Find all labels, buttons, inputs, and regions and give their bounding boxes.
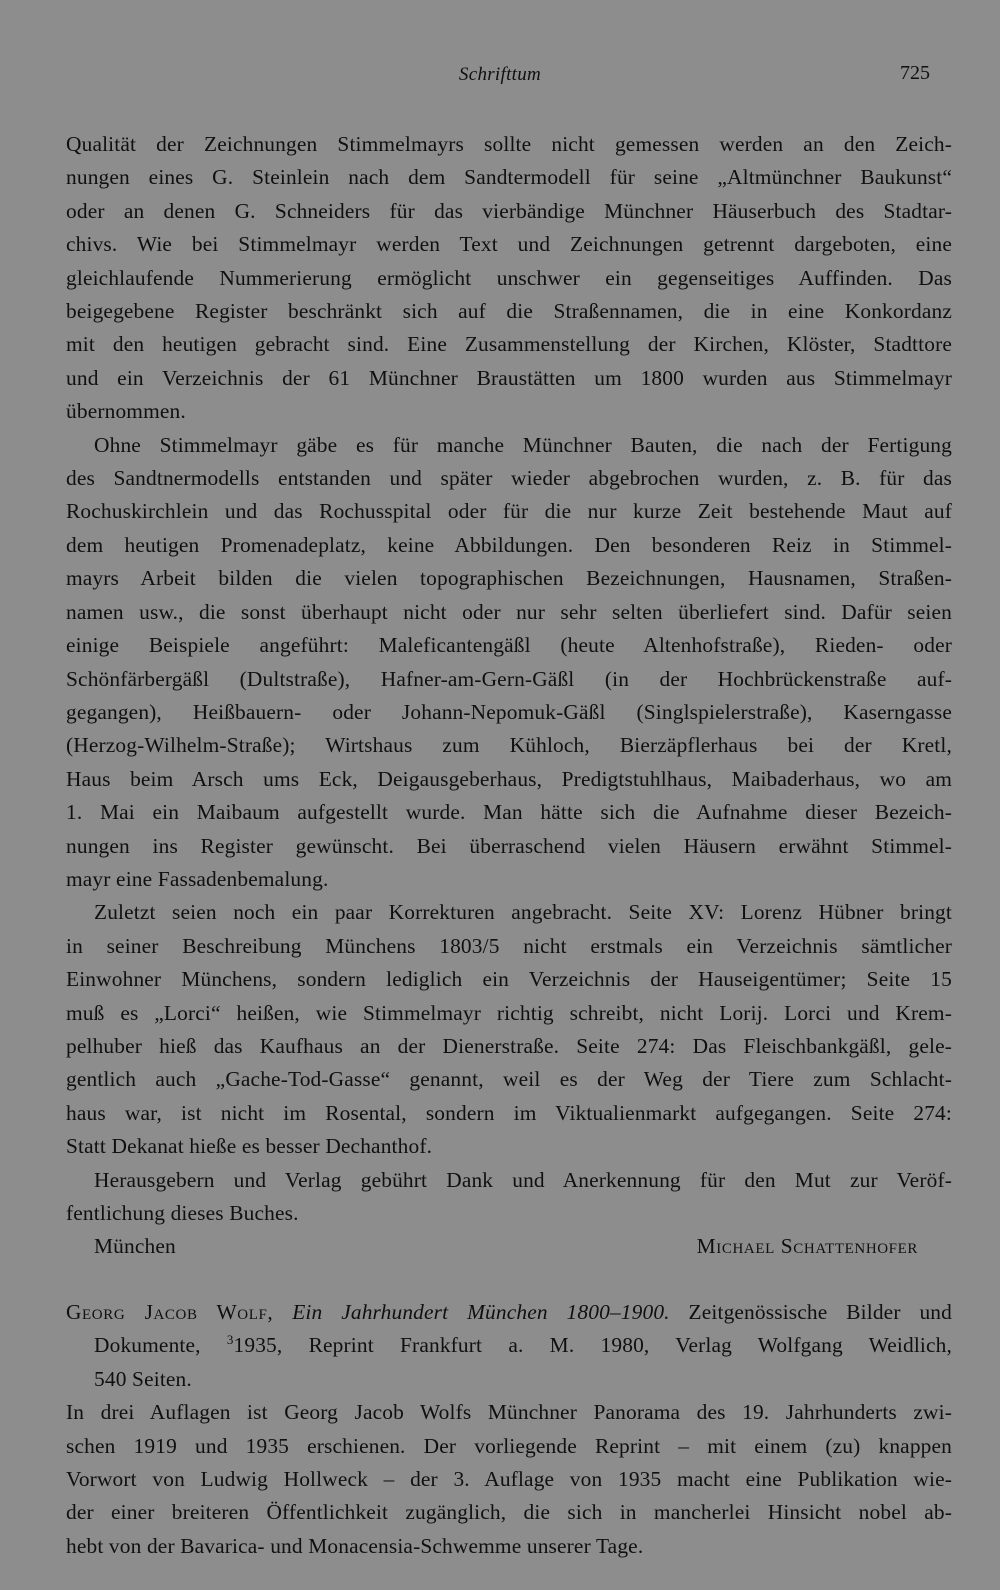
text-line: der einer breiteren Öffentlichkeit zugänglich, die sich in mancherlei Hinsicht nobel ab- — [66, 1500, 952, 1525]
text-line: muß es „Lorci“ heißen, wie Stimmelmayr richtig schreibt, nicht Lorij. Lorci und Krem- — [66, 1000, 952, 1025]
text-line: chivs. Wie bei Stimmelmayr werden Text und Zeichnungen getrennt dargeboten, eine — [66, 232, 952, 257]
citation-line: 540 Seiten. — [94, 1366, 192, 1391]
text-line: oder an denen G. Schneiders für das vierbändige Münchner Häuserbuch des Stadtar- — [66, 198, 952, 223]
place-name: München — [94, 1234, 176, 1259]
paragraph-2 — [66, 429, 952, 897]
text-line: namen usw., die sonst überhaupt nicht oder nur sehr selten überliefert sind. Dafür seien — [66, 599, 952, 624]
review-body-1 — [66, 128, 952, 1264]
running-head: Schrifttum — [458, 64, 542, 85]
citation-line — [66, 1296, 952, 1329]
review-body-2 — [66, 1296, 952, 1563]
text-line: des Sandtnermodells entstanden und später wieder abgebrochen wurden, z. B. für das — [66, 466, 952, 491]
text-line: nungen eines G. Steinlein nach dem Sandtermodell für seine „Altmünchner Baukunst“ — [66, 165, 952, 190]
text-line: und ein Verzeichnis der 61 Münchner Braustätten um 1800 wurden aus Stimmelmayr — [66, 365, 952, 390]
book-citation — [66, 1296, 952, 1396]
text-line: Statt Dekanat hieße es besser Dechanthof. — [66, 1134, 433, 1159]
text-line: hebt von der Bavarica- und Monacensia-Schwemme unserer Tage. — [66, 1533, 644, 1558]
text-line: gleichlaufende Nummerierung ermöglicht unschwer ein gegenseitiges Auffinden. Das — [66, 265, 952, 290]
paragraph-3 — [66, 896, 952, 1163]
citation-title: Ein Jahrhundert München 1800–1900. — [292, 1300, 670, 1324]
text-line: nungen ins Register gewünscht. Bei überraschend vielen Häusern erwähnt Stimmel- — [66, 833, 952, 858]
reviewer-name: Michael Schattenhofer — [696, 1234, 918, 1259]
signature-row — [66, 1230, 952, 1263]
text-line: einige Beispiele angeführt: Maleficantengäßl (heute Altenhofstraße), Rieden- oder — [66, 633, 952, 658]
text-line: 1. Mai ein Maibaum aufgestellt wurde. Man hätte sich die Aufnahme dieser Bezeich- — [66, 800, 952, 825]
text-line: fentlichung dieses Buches. — [66, 1201, 299, 1225]
text-line: Zuletzt seien noch ein paar Korrekturen angebracht. Seite XV: Lorenz Hübner bringt — [94, 900, 952, 925]
paragraph-4 — [66, 1164, 952, 1231]
citation-text: Dokumente, — [94, 1333, 227, 1358]
text-line: in seiner Beschreibung Münchens 1803/5 nicht erstmals ein Verzeichnis sämtlicher — [66, 933, 952, 958]
text-line: Herausgebern und Verlag gebührt Dank und Anerkennung für den Mut zur Veröf- — [94, 1167, 952, 1192]
text-line: (Herzog-Wilhelm-Straße); Wirtshaus zum Kühloch, Bierzäpflerhaus bei der Kretl, — [66, 733, 952, 758]
text-line: beigegebene Register beschränkt sich auf die Straßennamen, die in eine Konkordanz — [66, 299, 952, 324]
text-line: gentlich auch „Gache-Tod-Gasse“ genannt, weil es der Weg der Tiere zum Schlacht- — [66, 1067, 952, 1092]
text-line: schen 1919 und 1935 erschienen. Der vorliegende Reprint – mit einem (zu) knappen — [66, 1433, 952, 1458]
text-line: Rochuskirchlein und das Rochusspital oder für die nur kurze Zeit bestehende Maut auf — [66, 499, 952, 524]
edition-superscript: 3 — [226, 1332, 234, 1348]
citation-line — [66, 1329, 952, 1362]
text-line: übernommen. — [66, 399, 186, 424]
text-line: Ohne Stimmelmayr gäbe es für manche Münchner Bauten, die nach der Fertigung — [94, 432, 952, 457]
citation-text: 1935, Reprint Frankfurt a. M. 1980, Verlag Wolfgang Weidlich, — [233, 1333, 952, 1358]
text-line: mayrs Arbeit bilden die vielen topographischen Bezeichnungen, Hausnamen, Straßen- — [66, 566, 952, 591]
text-line: gegangen), Heißbauern- oder Johann-Nepomuk-Gäßl (Singlspielerstraße), Kaserngasse — [66, 699, 952, 724]
text-line: Qualität der Zeichnungen Stimmelmayrs sollte nicht gemessen werden an den Zeich- — [66, 132, 952, 156]
paragraph-1 — [66, 128, 952, 429]
text-line: Einwohner Münchens, sondern lediglich ein Verzeichnis der Hauseigentümer; Seite 15 — [66, 967, 952, 992]
text-line: Vorwort von Ludwig Hollweck – der 3. Auflage von 1935 macht eine Publikation wie- — [66, 1467, 952, 1492]
citation-author: Georg Jacob Wolf, — [66, 1300, 274, 1324]
paragraph-5 — [66, 1396, 952, 1563]
page-number: 725 — [900, 62, 930, 84]
text-line: In drei Auflagen ist Georg Jacob Wolfs Münchner Panorama des 19. Jahrhunderts zwi- — [66, 1400, 952, 1425]
text-line: Haus beim Arsch ums Eck, Deigausgeberhaus, Predigtstuhlhaus, Maibaderhaus, wo am — [66, 766, 952, 791]
text-line: dem heutigen Promenadeplatz, keine Abbildungen. Den besonderen Reiz in Stimmel- — [66, 532, 952, 557]
text-line: pelhuber hieß das Kaufhaus an der Dienerstraße. Seite 274: Das Fleischbankgäßl, gele- — [66, 1033, 952, 1058]
citation-subtitle: Zeitgenössische Bilder und — [669, 1300, 952, 1324]
text-line: mayr eine Fassadenbemalung. — [66, 866, 329, 891]
text-line: mit den heutigen gebracht sind. Eine Zusammenstellung der Kirchen, Klöster, Stadttore — [66, 332, 952, 357]
text-line: haus war, ist nicht im Rosental, sondern im Viktualienmarkt aufgegangen. Seite 274: — [66, 1100, 952, 1125]
text-line: Schönfärbergäßl (Dultstraße), Hafner-am-Gern-Gäßl (in der Hochbrückenstraße auf- — [66, 666, 952, 691]
